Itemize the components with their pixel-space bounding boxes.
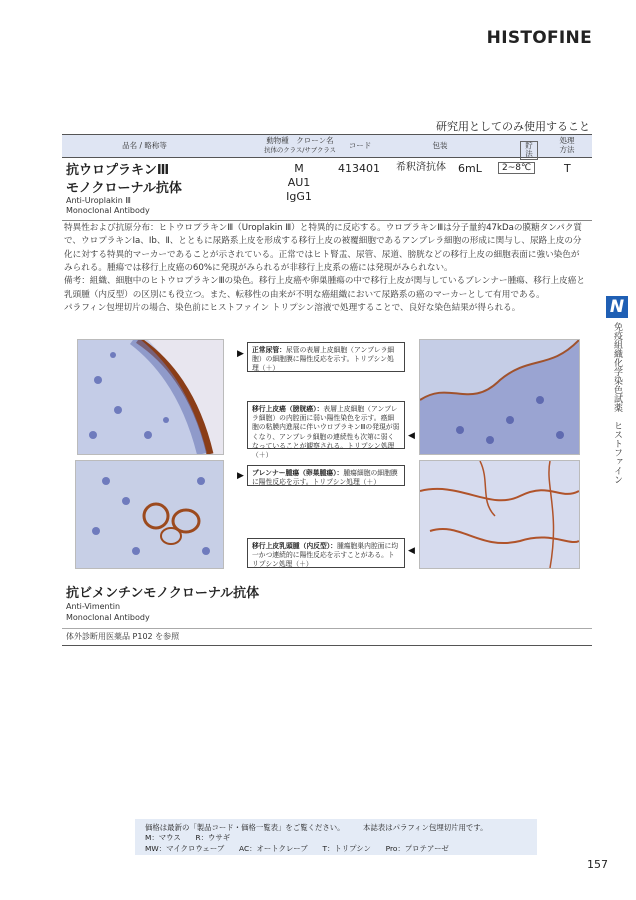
product-volume: 6mL <box>458 162 482 175</box>
callout-title: 移行上皮癌（膀胱癌）： <box>252 405 324 413</box>
product-animal-clone <box>274 162 324 203</box>
header-storage: 貯法 <box>520 141 538 160</box>
footer-line3: MW：マイクロウェーブ AC：オートクレーブ T：トリプシン Pro：プロテアーゼ <box>145 843 449 853</box>
product-code: 413401 <box>338 162 380 175</box>
description-pretreatment: パラフィン包埋切片の場合、染色前にヒストファイン トリプシン溶液で処理することで、良好な染色結果が得られる。 <box>64 302 521 313</box>
product-name-line2: モノクローナル抗体 <box>66 180 182 196</box>
product-en-line1: Anti-Uroplakin Ⅲ <box>66 196 131 205</box>
callout-normal-ureter <box>247 342 405 372</box>
product-description <box>64 222 586 315</box>
product-processing: T <box>564 162 571 175</box>
micrograph-papilloma <box>419 460 580 569</box>
product-en-line2: Monoclonal Antibody <box>66 206 150 216</box>
header-package: 包装 <box>432 141 448 150</box>
nichirei-logo-icon: N <box>606 296 628 318</box>
arrow-left-icon: ▶ <box>237 471 244 481</box>
side-tab-label: 免疫組織化学染色試薬 ヒストファイン <box>612 322 622 484</box>
header-code: コード <box>348 141 372 150</box>
description-remarks: 備考：組織、細胞中のヒトウロプラキンⅢの染色。移行上皮癌や卵巣腫瘍の中で移行上皮が関与しているブレンナー腫瘍、移行上皮癌と乳頭腫（内反型）の区別にも役立つ。また、転移性の由来が不明な癌組織において尿路系の癌のマーカーとして有用である。 <box>64 276 585 300</box>
callout-text: 腫瘍細胞の細胞膜に陽性反応を示す。トリプシン処理（＋） <box>252 469 398 487</box>
header-processing-2: 方法 <box>559 145 575 154</box>
divider <box>62 220 592 221</box>
header-processing-1: 処理 <box>559 136 575 145</box>
product-animal: M <box>294 162 304 175</box>
micrograph-brenner-tumor <box>75 460 224 569</box>
product-english-name <box>66 196 150 217</box>
footer-line1: 価格は最新の「製品コード・価格一覧表」をご覧ください。 本誌表はパラフィン包埋切片用です。 <box>145 823 488 832</box>
product-row-uroplakin <box>66 162 586 222</box>
page-number: 157 <box>587 858 608 871</box>
product-clone: AU1 <box>287 175 311 189</box>
arrow-left-icon: ▶ <box>237 349 244 359</box>
micrograph-normal-ureter <box>77 339 224 455</box>
header-antibody-class: 抗体のクラス/サブクラス <box>264 146 336 154</box>
callout-text: 尿管の表層上皮細胞（アンブレラ細胞）の細胞膜に陽性反応を示す。トリプシン処理（＋） <box>252 346 395 373</box>
product2-reference: 体外診断用医薬品 P102 を参照 <box>66 632 180 641</box>
product-package-type: 希釈済抗体 <box>396 162 446 173</box>
callout-brenner-tumor <box>247 465 405 486</box>
brand-title: HISTOFINE <box>486 28 592 48</box>
table-header <box>62 134 592 158</box>
footer-line2: M：マウス R：ウサギ <box>145 833 231 843</box>
product-name-line1: 抗ウロプラキンⅢ <box>66 163 170 178</box>
callout-text: 腫瘍胞巣内腔面に均一かつ連続的に陽性反応を示すことがある。トリプシン処理（＋） <box>252 542 399 569</box>
arrow-right-icon: ◀ <box>408 546 415 556</box>
callout-text: 表層上皮細胞（アンブレラ細胞）の内腔面に弱い陽性染色を示す。癌細胞の粘膜内進展に伴いウロプラキンⅢの発現が弱くなり、アンブレラ細胞の連続性も次第に弱くなっていることが観察される。トリプシン処理（＋） <box>252 405 400 459</box>
callout-papilloma <box>247 538 405 568</box>
product2-en-line1: Anti-Vimentin <box>66 602 121 611</box>
footer-notes <box>135 819 537 855</box>
product2-en-line2: Monoclonal Antibody <box>66 612 150 622</box>
divider <box>62 628 592 629</box>
callout-title: 移行上皮乳頭腫（内反型）： <box>252 542 337 550</box>
header-animal-clone: 動物種 クローン名 <box>266 136 334 145</box>
product-storage: 2~8℃ <box>498 162 535 174</box>
product-isotype: IgG1 <box>286 189 312 203</box>
divider <box>62 645 592 646</box>
header-name: 品名 / 略称等 <box>122 141 167 150</box>
product-name <box>66 162 182 197</box>
callout-title: ブレンナー腫瘍（卵巣腫瘍）： <box>252 469 344 477</box>
description-specificity: 特異性および抗原分布：ヒトウロプラキンⅢ（Uroplakin Ⅲ）と特異的に反応する。ウロプラキンⅢは分子量約47kDaの膜糖タンパク質で、ウロプラキンⅠa、Ⅰb、Ⅱ、とともに尿路系上皮を形成する移行上皮の被覆細胞であるアンブレラ細胞の形成に関与し、尿路上皮の分化に対する特異的マーカーであることが示されている。正常ではヒト腎盂、尿管、尿道、膀胱などの移行上皮の細胞表面に強い染色がみられる。腫瘍では移行上皮癌の60%に発現がみられるが非移行上皮系の癌には発現がみられない。 <box>64 223 583 273</box>
research-only-notice: 研究用としてのみ使用すること <box>436 120 590 133</box>
arrow-right-icon: ◀ <box>408 431 415 441</box>
micrograph-bladder-carcinoma <box>419 339 580 455</box>
callout-bladder-carcinoma <box>247 401 405 459</box>
product2-english-name <box>66 602 150 624</box>
product2-name: 抗ビメンチンモノクローナル抗体 <box>66 586 260 601</box>
callout-title: 正常尿管： <box>252 346 286 354</box>
